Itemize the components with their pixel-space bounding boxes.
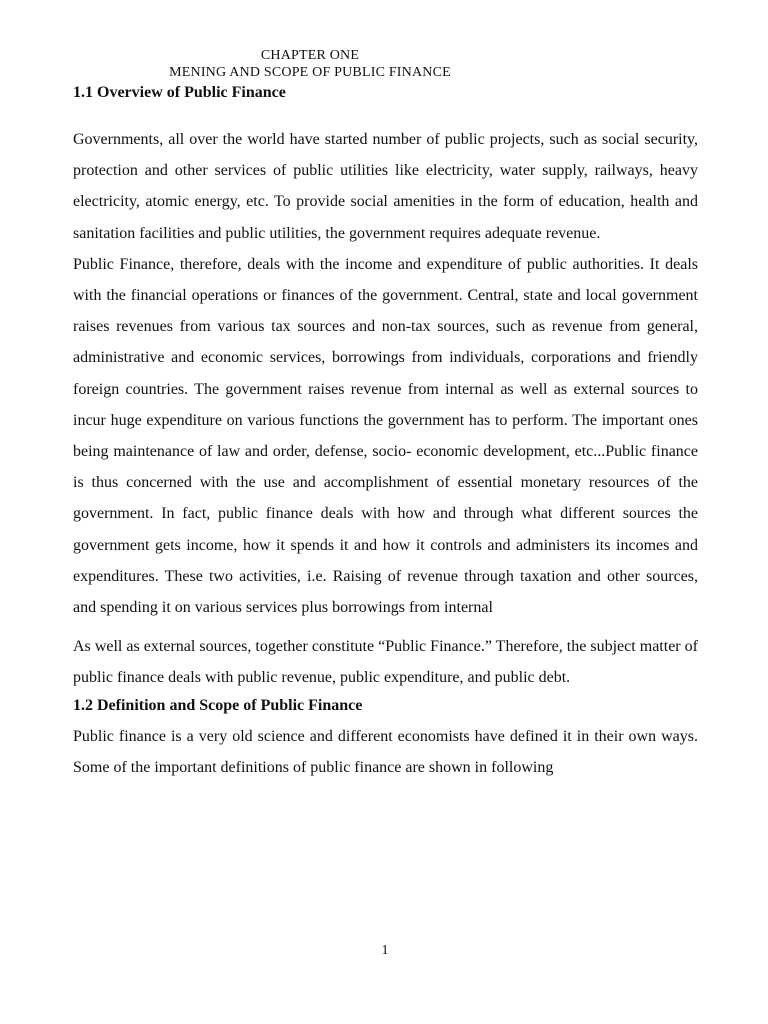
chapter-title: MENING AND SCOPE OF PUBLIC FINANCE xyxy=(169,65,451,80)
page-number: 1 xyxy=(381,943,389,958)
paragraph-definitions: Public finance is a very old science and different economists have defined it in their own ways. Some of the important definitions of public finance are shown in following xyxy=(73,727,698,776)
paragraph-governments: Governments, all over the world have started number of public projects, such as social security, protection and other services of public utilities like electricity, water supply, railways, heavy electricity, atomic energy, etc. To provide social amenities in the form of education, health and sanitation facilities and public utilities, the government requires adequate revenue. xyxy=(73,131,698,242)
section-heading-overview: 1.1 Overview of Public Finance xyxy=(73,84,286,101)
document-body xyxy=(73,83,698,783)
chapter-label: CHAPTER ONE xyxy=(260,48,360,63)
paragraph-public-finance-deals: Public Finance, therefore, deals with the income and expenditure of public authorities. It deals with the financial operations or finances of the government. Central, state and local government raises revenues from various tax sources and non-tax sources, such as revenue from general, administrative and economic services, borrowings from individuals, corporations and friendly foreign countries. The government raises revenue from internal as well as external sources to incur huge expenditure on various functions the government has to perform. The important ones being maintenance of law and order, defense, socio- economic development, etc...Public finance is thus concerned with the use and accomplishment of essential monetary resources of the government. In fact, public finance deals with how and through what different sources the government gets income, how it spends it and how it controls and administers its incomes and expenditures. These two activities, i.e. Raising of revenue through taxation and other sources, and spending it on various services plus borrowings from internal xyxy=(73,255,698,617)
section-heading-definition: 1.2 Definition and Scope of Public Finance xyxy=(73,696,363,714)
paragraph-external-sources: As well as external sources, together constitute “Public Finance.” Therefore, the subject matter of public finance deals with public revenue, public expenditure, and public debt. xyxy=(73,638,698,687)
